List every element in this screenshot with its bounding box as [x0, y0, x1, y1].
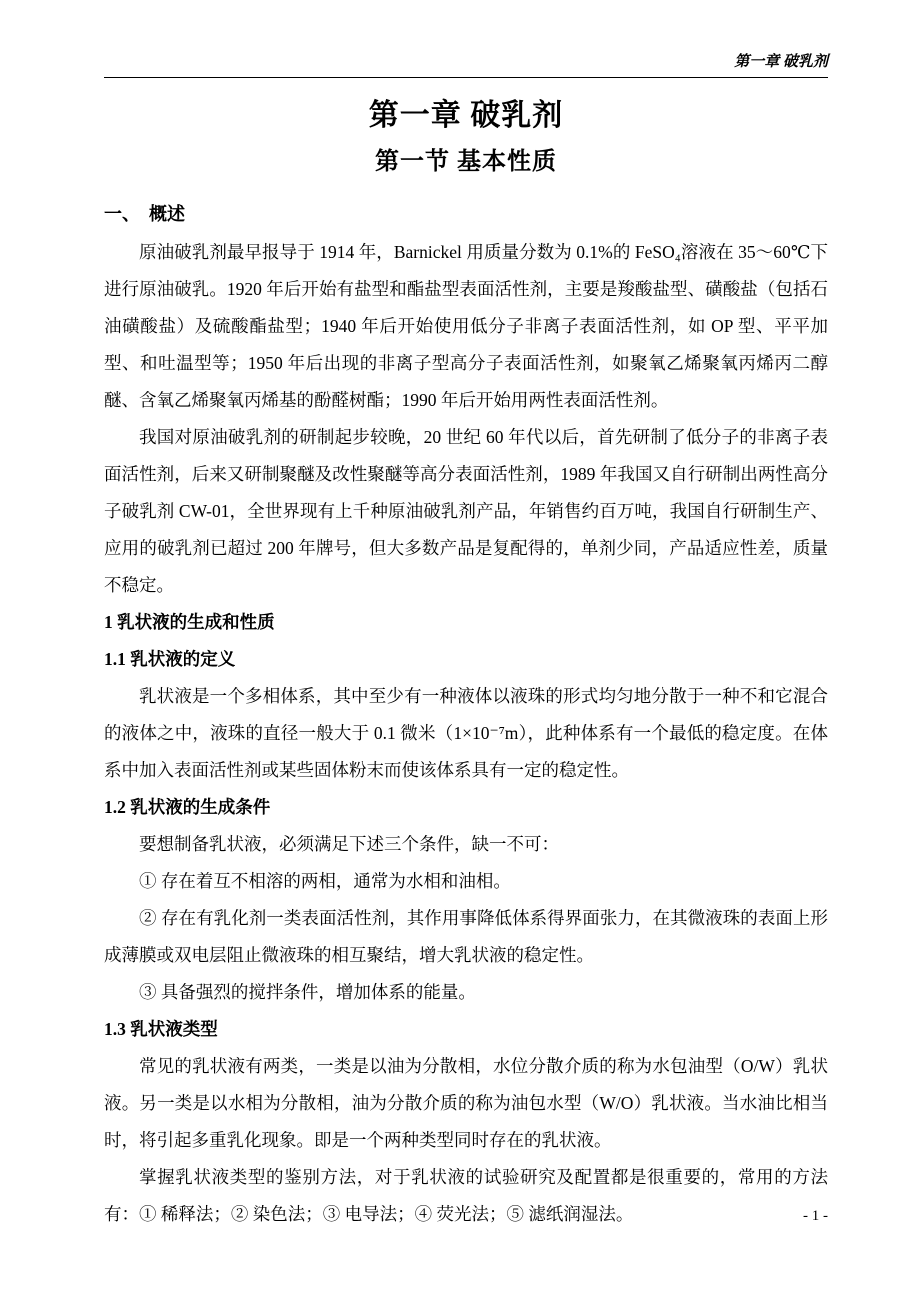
heading-emulsion-types: 1.3 乳状液类型 [104, 1019, 218, 1039]
paragraph-emulsion-types: 常见的乳状液有两类，一类是以油为分散相，水位分散介质的称为水包油型（O/W）乳状液。另一类是以水相为分散相，油为分散介质的称为油包水型（W/O）乳状液。当水油比相当时，将引起多重乳化现象。即是一个两种类型同时存在的乳状液。 [104, 1056, 828, 1150]
list-item-condition-2: ② 存在有乳化剂一类表面活性剂，其作用事降低体系得界面张力，在其微液珠的表面上形成薄膜或双电层阻止微液珠的相互聚结，增大乳状液的稳定性。 [104, 908, 828, 965]
paragraph-history-china: 我国对原油破乳剂的研制起步较晚，20 世纪 60 年代以后，首先研制了低分子的非离子表面活性剂，后来又研制聚醚及改性聚醚等高分表面活性剂，1989 年我国又自行研制出两性高分子破乳剂 CW-01，全世界现有上千种原油破乳剂产品，年销售约百万吨，我国自行研制生产、应用的破乳剂已超过 200 年牌号，但大多数产品是复配得的，单剂少同，产品适应性差，质量不稳定。 [104, 427, 828, 595]
header-chapter-label: 第一章 破乳剂 [734, 54, 828, 70]
heading-emulsion-definition: 1.1 乳状液的定义 [104, 649, 236, 669]
heading-overview: 一、 概述 [104, 204, 185, 224]
page-footer [803, 1206, 828, 1226]
chapter-title: 第一章 破乳剂 [368, 99, 564, 132]
paragraph-conditions-intro: 要想制备乳状液，必须满足下述三个条件，缺一不可： [139, 834, 559, 854]
heading-emulsion-conditions: 1.2 乳状液的生成条件 [104, 797, 271, 817]
list-item-condition-3: ③ 具备强烈的搅拌条件，增加体系的能量。 [139, 982, 476, 1002]
paragraph-emulsion-definition: 乳状液是一个多相体系，其中至少有一种液体以液珠的形式均匀地分散于一种不和它混合的液体之中，液珠的直径一般大于 0.1 微米（1×10⁻⁷m），此种体系有一个最低的稳定度。在体系中加入表面活性剂或某些固体粉末而使该体系具有一定的稳定性。 [104, 686, 828, 780]
paragraph-identification-methods: 掌握乳状液类型的鉴别方法，对于乳状液的试验研究及配置都是很重要的，常用的方法有：① 稀释法；② 染色法；③ 电导法；④ 荧光法；⑤ 滤纸润湿法。 [104, 1167, 828, 1224]
document-body [104, 194, 828, 1233]
section-title: 第一节 基本性质 [375, 149, 557, 175]
paragraph-history-early: 原油破乳剂最早报导于 1914 年，Barnickel 用质量分数为 0.1%的 FeSO₄溶液在 35～60℃下进行原油破乳。1920 年后开始有盐型和酯盐型表面活性剂，主要是羧酸盐型、磺酸盐（包括石油磺酸盐）及硫酸酯盐型；1940 年后开始使用低分子非离子表面活性剂，如 OP 型、平平加型、和吐温型等；1950 年后出现的非离子型高分子表面活性剂，如聚氧乙烯聚氧丙烯丙二醇醚、含氧乙烯聚氧丙烯基的酚醛树酯；1990 年后开始用两性表面活性剂。 [104, 242, 828, 410]
list-item-condition-1: ① 存在着互不相溶的两相，通常为水相和油相。 [139, 871, 511, 891]
page-number: - 1 - [803, 1208, 828, 1224]
heading-emulsion-formation: 1 乳状液的生成和性质 [104, 612, 275, 632]
page-header [104, 52, 828, 78]
